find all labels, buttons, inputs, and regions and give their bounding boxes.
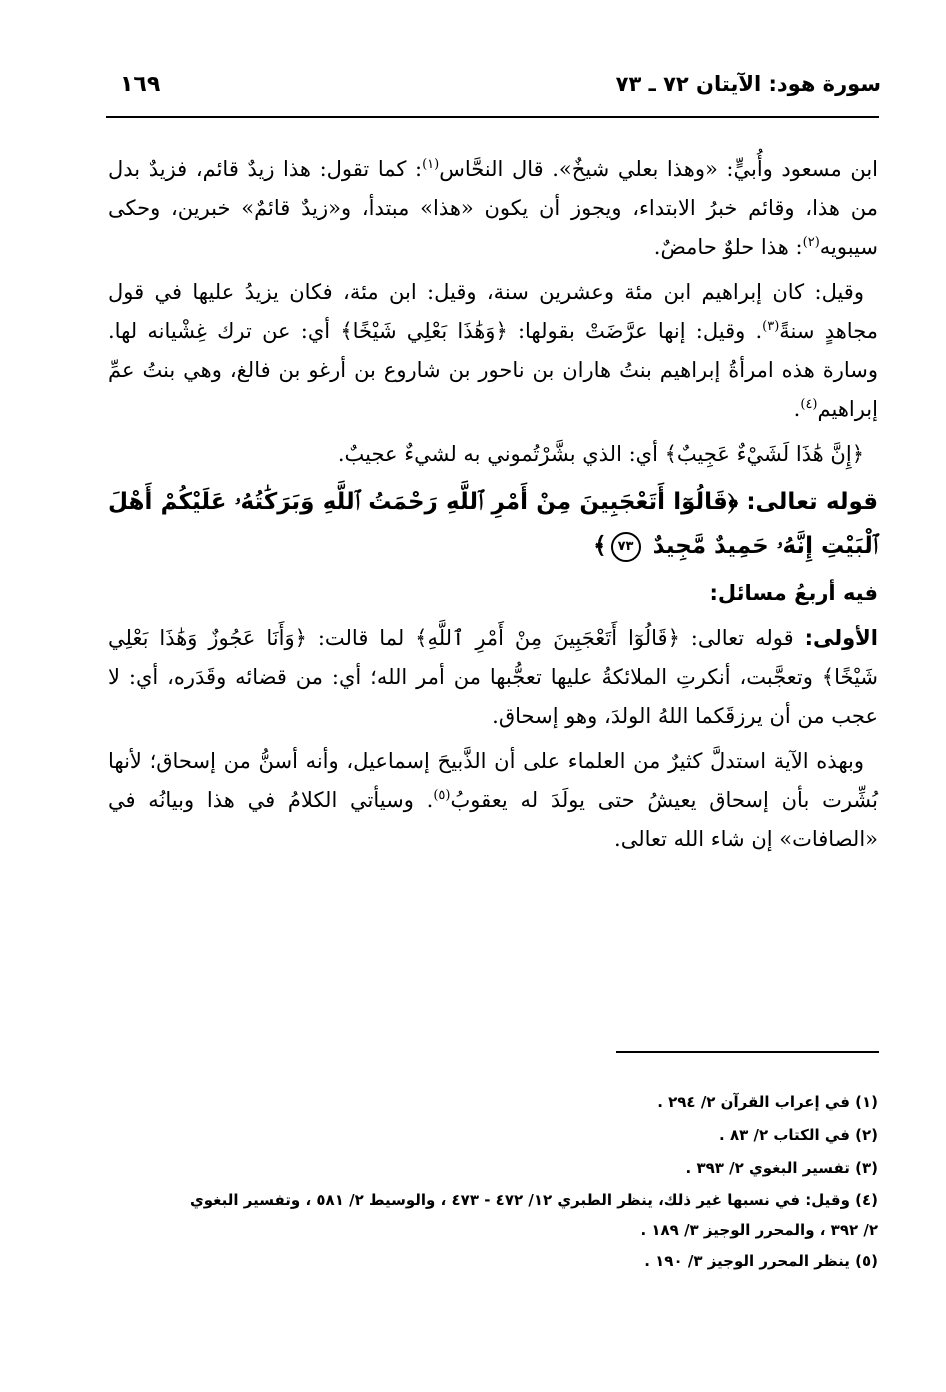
footnote-divider xyxy=(616,1051,879,1053)
paragraph: ابن مسعود وأُبيٍّ: «وهذا بعلي شيخٌ». قال النحَّاس$^{(١)}$: كما تقول: هذا زيدٌ قائم، فزيدٌ بدل من هذا، وقائم خبرُ الابتداء، ويجوز أن يكون «هذا» مبتدأ، و«زيدٌ قائمٌ» خبرين، وحكى سيبويه$^{(٢)}$: هذا حلوٌ حامضٌ. xyxy=(108,157,878,259)
paragraph: وقيل: كان إبراهيم ابن مئة وعشرين سنة، وقيل: ابن مئة، فكان يزيدُ عليها في قول مجاهدٍ سنةً$^{(٣)}$. وقيل: إنها عرَّضَتْ بقولها: ﴿وَهَٰذَا بَعْلِي شَيْخًا﴾ أي: عن ترك غِشْيانه لها. وسارة هذه امرأةُ إبراهيم بنتُ هاران بن ناحور بن شاروع بن أرغو بن فالغ، وهي بنتُ عمِّ إبراهيم$^{(٤)}$. xyxy=(108,280,878,421)
page-number: ١٦٩ xyxy=(120,72,161,97)
footnote: (٢) في الكتاب ٢/ ٨٣ . xyxy=(719,1126,878,1144)
footnote-ref: (٤) xyxy=(800,397,818,412)
footnotes xyxy=(108,1086,878,1278)
verse-label: قوله تعالى: xyxy=(746,489,879,515)
header-divider xyxy=(106,116,879,118)
issues-heading: فيه أربعُ مسائل: xyxy=(709,581,878,605)
running-header xyxy=(106,72,881,114)
verse-heading: قوله تعالى: ﴿قَالُوٓا أَتَعْجَبِينَ مِنْ أَمْرِ ٱللَّهِ رَحْمَتُ ٱللَّهِ وَبَرَكَٰتُهُۥ عَلَيْكُمْ أَهْلَ ٱلْبَيْتِ إِنَّهُۥ حَمِيدٌ مَّجِيدٌ ٧٣﴾ xyxy=(108,480,878,568)
footnote: (٤) وقيل: في نسبها غير ذلك، ينظر الطبري ١٢/ ٤٧٢ - ٤٧٣ ، والوسيط ٢/ ٥٨١ ، وتفسير البغوي xyxy=(190,1191,878,1209)
paragraph: ﴿إِنَّ هَٰذَا لَشَيْءٌ عَجِيبٌ﴾ أي: الذي بشَّرْتُموني به لشيءٌ عجيبٌ. xyxy=(337,442,864,466)
chapter-title: سورة هود: الآيتان ٧٢ ـ ٧٣ xyxy=(615,72,881,96)
footnote-ref: (٥) xyxy=(433,788,451,803)
footnote: (٥) ينظر المحرر الوجيز ٣/ ١٩٠ . xyxy=(644,1252,878,1270)
footnote: (١) في إعراب القرآن ٢/ ٢٩٤ . xyxy=(657,1093,878,1111)
footnote-continuation: ٢/ ٣٩٢ ، والمحرر الوجيز ٣/ ١٨٩ . xyxy=(640,1221,878,1239)
paragraph: الأولى: قوله تعالى: ﴿قَالُوٓا أَتَعْجَبِينَ مِنْ أَمْرِ ٱللَّهِ﴾ لما قالت: ﴿وَأَنَا عَجُوزٌ وَهَٰذَا بَعْلِي شَيْخًا﴾ وتعجَّبت، أنكرتِ الملائكةُ عليها تعجُّبها من أمر الله؛ أي: من قضائه وقَدَره، أي: لا عجب من أن يرزقَكما اللهُ الولدَ، وهو إسحاق. xyxy=(108,626,878,728)
footnote: (٣) تفسير البغوي ٢/ ٣٩٣ . xyxy=(685,1159,878,1177)
ayah-number-marker: ٧٣ xyxy=(611,532,641,562)
footnote-ref: (٣) xyxy=(762,319,780,334)
paragraph: وبهذه الآية استدلَّ كثيرٌ من العلماء على أن الذَّبيحَ إسماعيل، وأنه أسنُّ من إسحاق؛ لأنها بُشِّرت بأن إسحاق يعيشُ حتى يولَدَ له يعقوبُ$^{(٥)}$. وسيأتي الكلامُ في هذا وبيانُه في «الصافات» إن شاء الله تعالى. xyxy=(108,749,879,851)
footnote-ref: (٢) xyxy=(802,235,820,250)
footnote-ref: (١) xyxy=(422,157,440,172)
main-text xyxy=(108,150,878,865)
verse-text: ﴿قَالُوٓا أَتَعْجَبِينَ مِنْ أَمْرِ ٱللَّهِ رَحْمَتُ ٱللَّهِ وَبَرَكَٰتُهُۥ عَلَيْكُمْ أَهْلَ ٱلْبَيْتِ إِنَّهُۥ حَمِيدٌ مَّجِيدٌ xyxy=(108,489,878,559)
issue-label: الأولى: xyxy=(804,626,878,650)
